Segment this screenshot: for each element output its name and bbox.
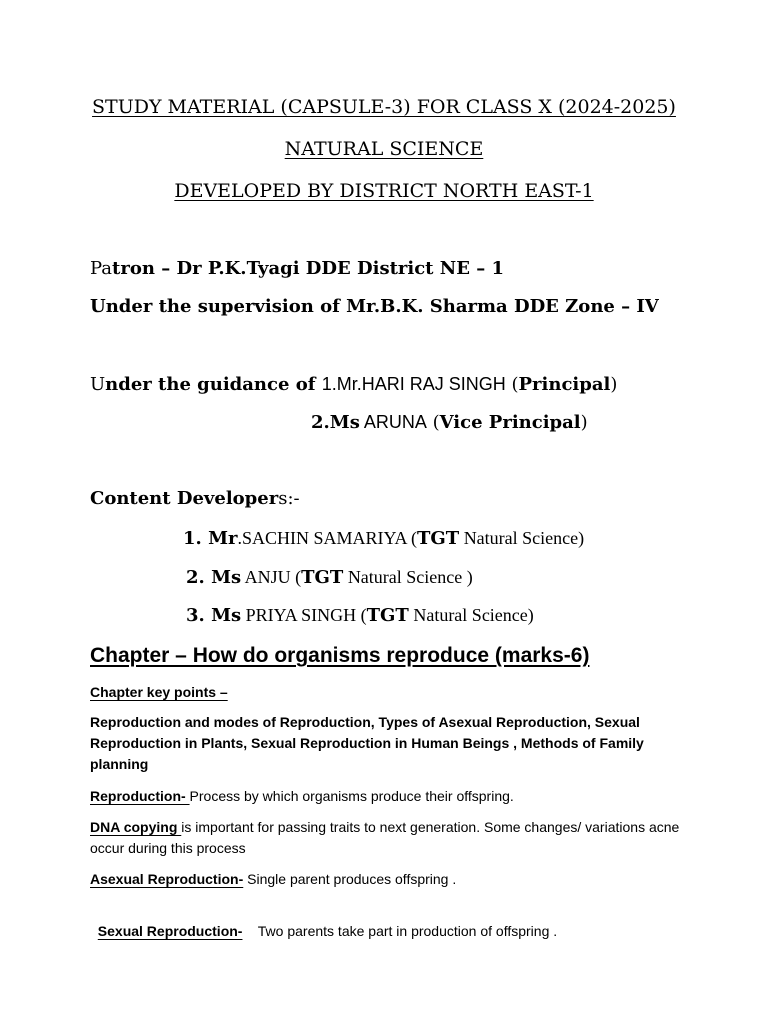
definition-sexual <box>90 900 690 942</box>
developer-role: TGT <box>417 528 460 549</box>
definition-text: is important for passing traits to next generation. Some changes/ variations acne occur during this process <box>90 819 680 856</box>
developer-number: 3. <box>186 605 212 626</box>
supervision-text: Under the supervision of Mr.B.K. Sharma DDE Zone – IV <box>90 296 659 317</box>
content-developers-label: Content Developer <box>90 488 279 509</box>
developer-role: TGT <box>301 567 344 588</box>
content-developers-heading <box>90 490 300 508</box>
guidance-item1-open: ( <box>505 374 519 395</box>
key-points-label: Chapter key points – <box>90 684 228 700</box>
patron-name: – Dr P.K.Tyagi DDE District NE – 1 <box>154 258 504 279</box>
chapter-title: Chapter – How do organisms reproduce (marks-6) <box>90 644 590 667</box>
subject-heading: NATURAL SCIENCE <box>284 138 484 160</box>
guidance-item2-close: ) <box>580 412 588 433</box>
definition-reproduction <box>90 786 690 807</box>
guidance-line <box>90 375 617 394</box>
developer-name: ANJU ( <box>241 567 302 587</box>
definition-term: Asexual Reproduction- <box>90 871 244 887</box>
developer-name: PRIYA SINGH ( <box>241 605 367 625</box>
guidance-item1-name: Mr.HARI RAJ SINGH <box>336 374 506 394</box>
guidance-item2-name: ARUNA <box>359 412 427 432</box>
guidance-item2-role: Vice Principal <box>439 412 581 433</box>
developer-subject: Natural Science ) <box>343 567 473 587</box>
developer-item-3 <box>186 606 534 625</box>
definition-text: Single parent produces offspring . <box>243 871 457 887</box>
developer-heading: DEVELOPED BY DISTRICT NORTH EAST-1 <box>174 180 594 202</box>
developer-subject: Natural Science) <box>408 605 534 625</box>
developer-title: Ms <box>211 605 242 626</box>
patron-prefix: Pa <box>90 258 113 279</box>
developer-title: Ms <box>211 567 242 588</box>
document-title: STUDY MATERIAL (CAPSULE-3) FOR CLASS X (2024-2025) <box>92 96 676 118</box>
guidance-label: nder the guidance of <box>105 374 322 395</box>
patron-line <box>90 260 504 278</box>
definition-term: Sexual Reproduction- <box>97 923 243 939</box>
definition-dna-copying <box>90 817 690 859</box>
developer-name: .SACHIN SAMARIYA ( <box>237 528 418 548</box>
developer-item-1 <box>183 529 584 548</box>
developer-subject: Natural Science) <box>459 528 585 548</box>
guidance-item1-number: 1. <box>321 374 337 394</box>
guidance-item2-open: ( <box>426 412 440 433</box>
developer-number: 2. <box>186 567 212 588</box>
guidance-item2-number: 2.Ms <box>311 412 360 433</box>
guidance-item2 <box>311 413 588 432</box>
guidance-prefix: U <box>90 374 106 395</box>
definition-text: Process by which organisms produce their offspring. <box>189 788 514 804</box>
guidance-item1-role: Principal <box>518 374 611 395</box>
developer-title: Mr <box>208 528 238 549</box>
developer-number: 1. <box>183 528 209 549</box>
guidance-item1-close: ) <box>610 374 618 395</box>
definition-asexual <box>90 869 690 890</box>
content-developers-suffix: s:- <box>278 488 300 509</box>
developer-item-2 <box>186 568 473 587</box>
supervision-line <box>90 298 659 316</box>
definition-term: DNA copying <box>90 819 182 835</box>
patron-label: tron <box>112 258 155 279</box>
developer-role: TGT <box>366 605 409 626</box>
definition-text: Two parents take part in production of offspring . <box>242 923 558 939</box>
definition-term: Reproduction- <box>90 788 190 804</box>
key-points-text: Reproduction and modes of Reproduction, Types of Asexual Reproduction, Sexual Reproduction in Plants, Sexual Reproduction in Human Beings , Methods of Family planning <box>90 714 644 772</box>
